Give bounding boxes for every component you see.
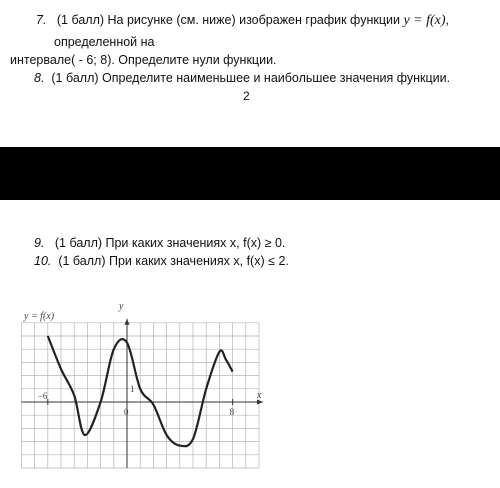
question-8-text: (1 балл) Определите наименьшее и наибольшее значения функции. xyxy=(51,71,450,85)
formula-comma: , xyxy=(446,13,449,27)
y-axis-label: y xyxy=(118,301,124,312)
question-8-line xyxy=(34,70,450,86)
question-10-line xyxy=(34,253,289,269)
question-9-number: 9. xyxy=(34,236,44,250)
question-10-number: 10. xyxy=(34,254,51,268)
tick-label-y1: 1 xyxy=(130,384,135,394)
question-7-text: (1 балл) На рисунке (см. ниже) изображен график функции xyxy=(57,13,400,27)
page-number: 2 xyxy=(243,89,250,103)
function-graph-svg xyxy=(0,295,280,483)
graph-title: y = f(x) xyxy=(23,311,55,322)
page-top xyxy=(0,0,500,147)
question-7-line-1 xyxy=(36,12,449,29)
question-7-line-2: определенной на xyxy=(54,34,155,50)
question-9-line xyxy=(34,235,285,251)
x-axis-label: x xyxy=(256,390,262,401)
question-7-line-3: интервале( - 6; 8). Определите нули функции. xyxy=(10,52,277,68)
tick-label-zero: 0 xyxy=(124,407,129,417)
tick-label-neg6: −6 xyxy=(38,391,48,401)
graph-grid xyxy=(21,323,259,468)
function-formula: y = f(x) xyxy=(403,13,445,28)
tick-label-8: 8 xyxy=(230,407,235,417)
question-8-number: 8. xyxy=(34,71,44,85)
question-7-number: 7. xyxy=(36,13,46,27)
function-graph xyxy=(0,295,280,483)
question-10-text: (1 балл) При каких значениях x, f(x) ≤ 2. xyxy=(58,254,289,268)
y-axis-arrow xyxy=(125,319,130,325)
question-9-text: (1 балл) При каких значениях x, f(x) ≥ 0. xyxy=(55,236,286,250)
page-divider xyxy=(0,147,500,200)
